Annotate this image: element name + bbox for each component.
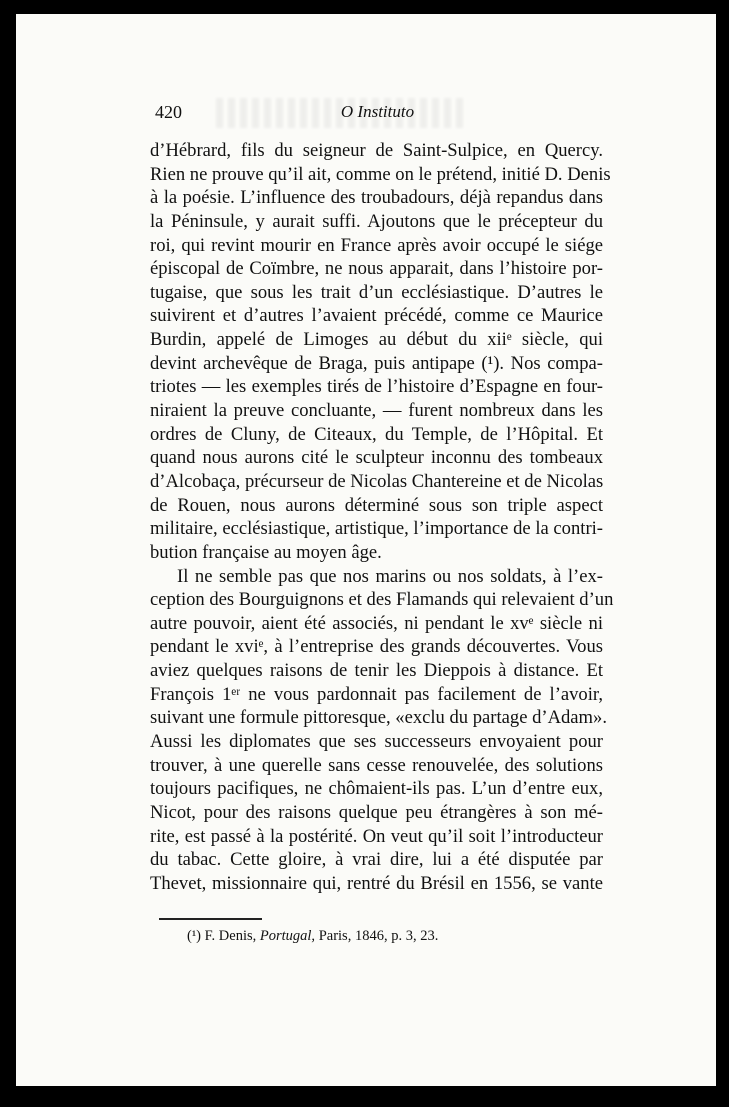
footnote-rule [159, 918, 262, 920]
text-line: Rien ne prouve qu’il ait, comme on le prétend, initié D. Denis [150, 163, 611, 185]
text-line: ordres de Cluny, de Citeaux, du Temple, de l’Hôpital. Et [150, 423, 603, 445]
text-line: François 1ᵉʳ ne vous pardonnait pas facilement de l’avoir, [150, 683, 603, 705]
footnote-marker: (¹) [187, 928, 202, 944]
text-line: d’Alcobaça, précurseur de Nicolas Chantereine et de Nicolas [150, 470, 604, 492]
text-line: devint archevêque de Braga, puis antipape (¹). Nos compa- [150, 352, 603, 374]
text-line: à la poésie. L’influence des troubadours, déjà repandus dans [150, 187, 603, 209]
page-number: 420 [155, 102, 182, 122]
text-line: Il ne semble pas que nos marins ou nos soldats, à l’ex- [177, 565, 603, 587]
text-line: quand nous aurons cité le sculpteur inconnu des tombeaux [150, 447, 603, 469]
running-title: O Instituto [340, 102, 415, 121]
text-line: suivant une formule pittoresque, «exclu du partage d’Adam». [150, 707, 607, 729]
text-line: Aussi les diplomates que ses successeurs envoyaient pour [150, 731, 603, 753]
footnote-author: F. Denis, [204, 928, 257, 944]
body-text [150, 139, 614, 896]
text-line: suivirent et d’autres l’avaient précédé, comme ce Maurice [150, 305, 603, 327]
footnote [187, 928, 438, 945]
text-line: pendant le xviᵉ, à l’entreprise des grands découvertes. Vous [150, 636, 603, 658]
text-line: militaire, ecclésiastique, artistique, l’importance de la contri- [150, 518, 603, 540]
text-line: la Péninsule, y aurait suffi. Ajoutons que le précepteur du [150, 210, 603, 232]
text-line: niraient la preuve concluante, — furent nombreux dans les [150, 400, 603, 422]
text-line: du tabac. Cette gloire, à vrai dire, lui a été disputée par [150, 849, 603, 871]
text-line: Burdin, appelé de Limoges au début du xiiᵉ siècle, qui [150, 329, 603, 351]
text-line: Thevet, missionnaire qui, rentré du Brésil en 1556, se vante [150, 872, 603, 894]
page-header [155, 102, 600, 124]
text-line: épiscopal de Coïmbre, ne nous apparait, dans l’histoire por- [150, 258, 603, 280]
text-line: toujours pacifiques, ne chômaient-ils pas. L’un d’entre eux, [150, 778, 603, 800]
text-line: aviez quelques raisons de tenir les Dieppois à distance. Et [150, 660, 603, 682]
text-line: de Rouen, nous aurons déterminé sous son triple aspect [150, 494, 603, 516]
footnote-details: Paris, 1846, p. 3, 23. [318, 928, 439, 944]
text-line: ception des Bourguignons et des Flamands qui relevaient d’un [150, 589, 614, 611]
text-line: trouver, à une querelle sans cesse renouvelée, des solutions [150, 754, 603, 776]
text-line: bution française au moyen âge. [150, 541, 382, 563]
footnote-title: Portugal, [259, 928, 316, 944]
text-line: roi, qui revint mourir en France après avoir occupé le siége [150, 234, 603, 256]
text-line: triotes — les exemples tirés de l’histoire d’Espagne en four- [150, 376, 603, 398]
book-page [16, 14, 716, 1086]
text-line: d’Hébrard, fils du seigneur de Saint-Sulpice, en Quercy. [150, 140, 603, 161]
text-line: tugaise, que sous les trait d’un ecclésiastique. D’autres le [150, 281, 603, 303]
text-line: Nicot, pour des raisons quelque peu étrangères à son mé- [150, 801, 603, 823]
text-line: autre pouvoir, aient été associés, ni pendant le xvᵉ siècle ni [150, 612, 603, 634]
text-line: rite, est passé à la postérité. On veut qu’il soit l’introducteur [150, 825, 603, 847]
